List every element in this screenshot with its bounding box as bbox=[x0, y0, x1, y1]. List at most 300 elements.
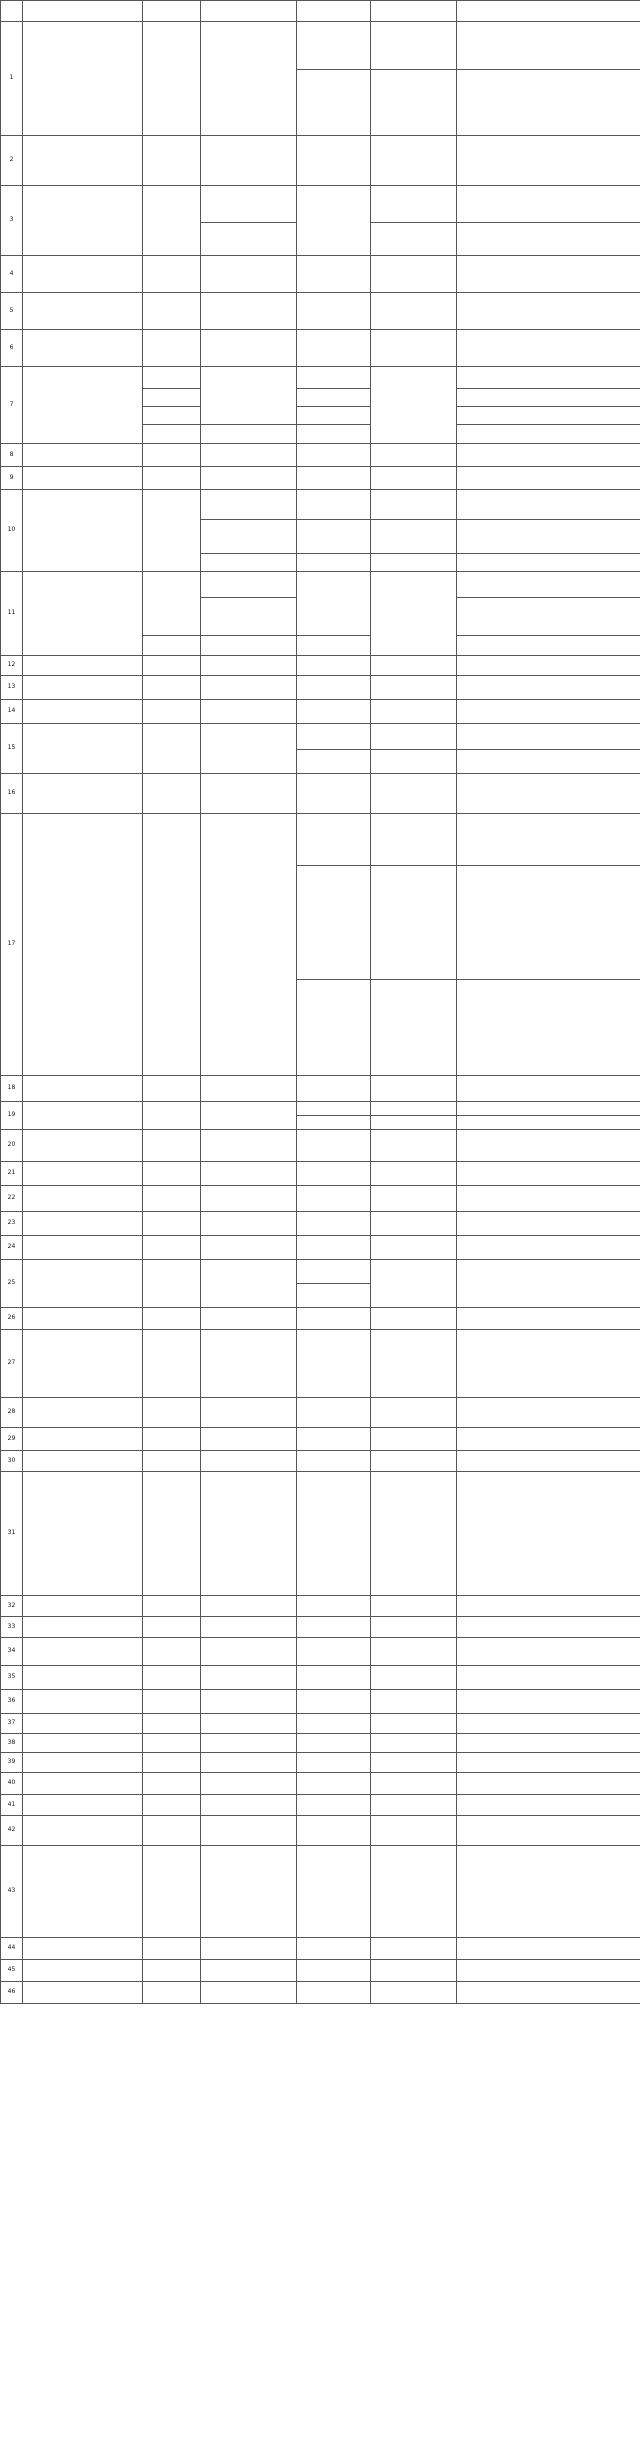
cell-item bbox=[297, 1284, 371, 1308]
cell-period bbox=[371, 1666, 457, 1690]
cell-booking bbox=[201, 1428, 297, 1451]
cell-hours bbox=[143, 774, 201, 814]
cell-venue bbox=[23, 1816, 143, 1846]
cell-content bbox=[457, 490, 640, 520]
cell-venue bbox=[23, 1753, 143, 1773]
cell-item bbox=[297, 1938, 371, 1960]
row-number: 30 bbox=[1, 1451, 23, 1472]
table-row bbox=[1, 444, 640, 467]
cell-hours bbox=[143, 425, 201, 444]
row-number: 7 bbox=[1, 367, 23, 444]
cell-period bbox=[371, 1617, 457, 1638]
cell-booking bbox=[201, 1130, 297, 1162]
cell-venue bbox=[23, 330, 143, 367]
cell-content bbox=[457, 1714, 640, 1734]
cell-booking bbox=[201, 1690, 297, 1714]
cell-hours bbox=[143, 1076, 201, 1102]
cell-item bbox=[297, 1260, 371, 1284]
cell-item bbox=[297, 1212, 371, 1236]
cell-venue bbox=[23, 1960, 143, 1982]
row-number: 14 bbox=[1, 700, 23, 724]
cell-period bbox=[371, 136, 457, 186]
table-row bbox=[1, 1846, 640, 1938]
cell-venue bbox=[23, 676, 143, 700]
cell-item bbox=[297, 700, 371, 724]
cell-period bbox=[371, 186, 457, 223]
table-row bbox=[1, 1076, 640, 1102]
cell-venue bbox=[23, 1773, 143, 1795]
cell-item bbox=[297, 330, 371, 367]
row-number: 35 bbox=[1, 1666, 23, 1690]
cell-booking bbox=[201, 1330, 297, 1398]
cell-period bbox=[371, 1428, 457, 1451]
cell-content bbox=[457, 1638, 640, 1666]
cell-content bbox=[457, 598, 640, 636]
cell-item bbox=[297, 1773, 371, 1795]
cell-period bbox=[371, 1330, 457, 1398]
cell-item bbox=[297, 1186, 371, 1212]
cell-venue bbox=[23, 1451, 143, 1472]
cell-item bbox=[297, 1116, 371, 1130]
cell-hours bbox=[143, 1130, 201, 1162]
cell-period bbox=[371, 223, 457, 256]
row-number: 22 bbox=[1, 1186, 23, 1212]
row-number: 34 bbox=[1, 1638, 23, 1666]
cell-period bbox=[371, 1451, 457, 1472]
table-row bbox=[1, 572, 640, 598]
cell-venue bbox=[23, 22, 143, 136]
cell-item bbox=[297, 1330, 371, 1398]
cell-hours bbox=[143, 1162, 201, 1186]
cell-item bbox=[297, 256, 371, 293]
cell-booking bbox=[201, 554, 297, 572]
cell-venue bbox=[23, 1260, 143, 1308]
cell-venue bbox=[23, 1186, 143, 1212]
cell-booking bbox=[201, 1596, 297, 1617]
cell-content bbox=[457, 1130, 640, 1162]
cell-period bbox=[371, 1938, 457, 1960]
cell-content bbox=[457, 676, 640, 700]
cell-booking bbox=[201, 490, 297, 520]
cell-content bbox=[457, 980, 640, 1076]
cell-hours bbox=[143, 1596, 201, 1617]
cell-item bbox=[297, 572, 371, 636]
cell-venue bbox=[23, 186, 143, 256]
cell-content bbox=[457, 293, 640, 330]
cell-content bbox=[457, 1398, 640, 1428]
table-row bbox=[1, 1398, 640, 1428]
cell-content bbox=[457, 186, 640, 223]
cell-period bbox=[371, 22, 457, 70]
cell-booking bbox=[201, 814, 297, 1076]
cell-content bbox=[457, 389, 640, 407]
cell-hours bbox=[143, 1638, 201, 1666]
cell-content bbox=[457, 1472, 640, 1596]
row-number: 46 bbox=[1, 1982, 23, 2004]
row-number: 19 bbox=[1, 1102, 23, 1130]
cell-period bbox=[371, 1773, 457, 1795]
cell-hours bbox=[143, 467, 201, 490]
cell-item bbox=[297, 1102, 371, 1116]
cell-venue bbox=[23, 1690, 143, 1714]
row-number: 3 bbox=[1, 186, 23, 256]
cell-venue bbox=[23, 1846, 143, 1938]
cell-item bbox=[297, 774, 371, 814]
cell-venue bbox=[23, 1666, 143, 1690]
cell-hours bbox=[143, 572, 201, 636]
cell-period bbox=[371, 1102, 457, 1116]
cell-content bbox=[457, 1982, 640, 2004]
cell-content bbox=[457, 1162, 640, 1186]
cell-period bbox=[371, 1714, 457, 1734]
cell-content bbox=[457, 1116, 640, 1130]
table-row bbox=[1, 1666, 640, 1690]
cell-content bbox=[457, 1330, 640, 1398]
cell-booking bbox=[201, 656, 297, 676]
cell-period bbox=[371, 490, 457, 520]
header-venue bbox=[23, 1, 143, 22]
cell-period bbox=[371, 572, 457, 656]
cell-item bbox=[297, 814, 371, 866]
cell-period bbox=[371, 1116, 457, 1130]
cell-period bbox=[371, 1596, 457, 1617]
cell-venue bbox=[23, 1236, 143, 1260]
cell-booking bbox=[201, 1638, 297, 1666]
cell-content bbox=[457, 444, 640, 467]
cell-period bbox=[371, 676, 457, 700]
cell-content bbox=[457, 1186, 640, 1212]
row-number: 16 bbox=[1, 774, 23, 814]
cell-period bbox=[371, 1960, 457, 1982]
row-number: 9 bbox=[1, 467, 23, 490]
cell-item bbox=[297, 1308, 371, 1330]
cell-venue bbox=[23, 1596, 143, 1617]
cell-period bbox=[371, 1186, 457, 1212]
table-row bbox=[1, 330, 640, 367]
cell-booking bbox=[201, 1451, 297, 1472]
cell-period bbox=[371, 1398, 457, 1428]
cell-venue bbox=[23, 444, 143, 467]
cell-item bbox=[297, 1162, 371, 1186]
cell-item bbox=[297, 70, 371, 136]
row-number: 20 bbox=[1, 1130, 23, 1162]
cell-booking bbox=[201, 1102, 297, 1130]
cell-item bbox=[297, 1428, 371, 1451]
cell-venue bbox=[23, 1938, 143, 1960]
cell-hours bbox=[143, 1960, 201, 1982]
table-row bbox=[1, 1734, 640, 1753]
cell-booking bbox=[201, 1816, 297, 1846]
cell-content bbox=[457, 1212, 640, 1236]
cell-venue bbox=[23, 572, 143, 656]
cell-period bbox=[371, 866, 457, 980]
cell-venue bbox=[23, 814, 143, 1076]
table-row bbox=[1, 1472, 640, 1596]
header-no bbox=[1, 1, 23, 22]
table-row bbox=[1, 1938, 640, 1960]
table-row bbox=[1, 1638, 640, 1666]
header-period bbox=[371, 1, 457, 22]
cell-venue bbox=[23, 1308, 143, 1330]
cell-item bbox=[297, 1398, 371, 1428]
cell-venue bbox=[23, 724, 143, 774]
cell-booking bbox=[201, 367, 297, 425]
row-number: 36 bbox=[1, 1690, 23, 1714]
cell-venue bbox=[23, 656, 143, 676]
cell-venue bbox=[23, 1428, 143, 1451]
row-number: 23 bbox=[1, 1212, 23, 1236]
cell-item bbox=[297, 467, 371, 490]
cell-period bbox=[371, 814, 457, 866]
row-number: 38 bbox=[1, 1734, 23, 1753]
cell-hours bbox=[143, 490, 201, 572]
cell-hours bbox=[143, 1308, 201, 1330]
cell-content bbox=[457, 256, 640, 293]
row-number: 2 bbox=[1, 136, 23, 186]
cell-content bbox=[457, 1260, 640, 1308]
cell-booking bbox=[201, 1186, 297, 1212]
table-row bbox=[1, 1596, 640, 1617]
cell-hours bbox=[143, 1186, 201, 1212]
row-number: 43 bbox=[1, 1846, 23, 1938]
cell-booking bbox=[201, 1212, 297, 1236]
cell-period bbox=[371, 1260, 457, 1308]
cell-hours bbox=[143, 1982, 201, 2004]
cell-content bbox=[457, 1236, 640, 1260]
cell-period bbox=[371, 444, 457, 467]
cell-period bbox=[371, 554, 457, 572]
cell-content bbox=[457, 1666, 640, 1690]
cell-period bbox=[371, 1076, 457, 1102]
cell-content bbox=[457, 1102, 640, 1116]
cell-venue bbox=[23, 367, 143, 444]
row-number: 40 bbox=[1, 1773, 23, 1795]
table-row bbox=[1, 1186, 640, 1212]
cell-period bbox=[371, 70, 457, 136]
cell-item bbox=[297, 1690, 371, 1714]
table-row bbox=[1, 1102, 640, 1116]
cell-hours bbox=[143, 1212, 201, 1236]
cell-hours bbox=[143, 407, 201, 425]
cell-hours bbox=[143, 1398, 201, 1428]
cell-item bbox=[297, 1472, 371, 1596]
cell-content bbox=[457, 636, 640, 656]
cell-booking bbox=[201, 1076, 297, 1102]
cell-venue bbox=[23, 1734, 143, 1753]
cell-venue bbox=[23, 1212, 143, 1236]
row-number: 13 bbox=[1, 676, 23, 700]
header-row bbox=[1, 1, 640, 22]
cell-booking bbox=[201, 598, 297, 636]
table-row bbox=[1, 1982, 640, 2004]
cell-item bbox=[297, 425, 371, 444]
cell-hours bbox=[143, 1451, 201, 1472]
cell-hours bbox=[143, 1617, 201, 1638]
cell-venue bbox=[23, 1102, 143, 1130]
cell-content bbox=[457, 1308, 640, 1330]
cell-period bbox=[371, 1130, 457, 1162]
cell-hours bbox=[143, 656, 201, 676]
cell-content bbox=[457, 425, 640, 444]
cell-item bbox=[297, 554, 371, 572]
cell-venue bbox=[23, 1398, 143, 1428]
row-number: 4 bbox=[1, 256, 23, 293]
table-row bbox=[1, 1960, 640, 1982]
cell-period bbox=[371, 1982, 457, 2004]
row-number: 41 bbox=[1, 1795, 23, 1816]
cell-content bbox=[457, 1846, 640, 1938]
table-row bbox=[1, 1236, 640, 1260]
cell-period bbox=[371, 1236, 457, 1260]
cell-period bbox=[371, 1846, 457, 1938]
cell-content bbox=[457, 22, 640, 70]
cell-item bbox=[297, 367, 371, 389]
cell-hours bbox=[143, 814, 201, 1076]
cell-content bbox=[457, 1960, 640, 1982]
cell-booking bbox=[201, 1960, 297, 1982]
cell-content bbox=[457, 1753, 640, 1773]
cell-period bbox=[371, 980, 457, 1076]
table-row bbox=[1, 700, 640, 724]
header-booking bbox=[201, 1, 297, 22]
cell-item bbox=[297, 389, 371, 407]
cell-venue bbox=[23, 490, 143, 572]
table-row bbox=[1, 1773, 640, 1795]
cell-booking bbox=[201, 676, 297, 700]
cell-booking bbox=[201, 1260, 297, 1308]
cell-booking bbox=[201, 1846, 297, 1938]
cell-item bbox=[297, 1076, 371, 1102]
cell-item bbox=[297, 293, 371, 330]
cell-period bbox=[371, 520, 457, 554]
row-number: 17 bbox=[1, 814, 23, 1076]
cell-booking bbox=[201, 444, 297, 467]
cell-venue bbox=[23, 700, 143, 724]
cell-item bbox=[297, 1714, 371, 1734]
cell-booking bbox=[201, 467, 297, 490]
cell-item bbox=[297, 444, 371, 467]
cell-content bbox=[457, 223, 640, 256]
row-number: 6 bbox=[1, 330, 23, 367]
cell-content bbox=[457, 467, 640, 490]
cell-period bbox=[371, 1690, 457, 1714]
cell-period bbox=[371, 293, 457, 330]
cell-item bbox=[297, 1666, 371, 1690]
row-number: 29 bbox=[1, 1428, 23, 1451]
cell-hours bbox=[143, 186, 201, 256]
cell-booking bbox=[201, 256, 297, 293]
cell-item bbox=[297, 407, 371, 425]
table-row bbox=[1, 186, 640, 223]
cell-content bbox=[457, 774, 640, 814]
row-number: 26 bbox=[1, 1308, 23, 1330]
cell-booking bbox=[201, 700, 297, 724]
row-number: 24 bbox=[1, 1236, 23, 1260]
row-number: 28 bbox=[1, 1398, 23, 1428]
cell-booking bbox=[201, 22, 297, 136]
cell-content bbox=[457, 1596, 640, 1617]
table-row bbox=[1, 1212, 640, 1236]
cell-content bbox=[457, 1773, 640, 1795]
cell-hours bbox=[143, 256, 201, 293]
table-row bbox=[1, 1795, 640, 1816]
cell-booking bbox=[201, 1472, 297, 1596]
cell-content bbox=[457, 1938, 640, 1960]
cell-period bbox=[371, 1212, 457, 1236]
cell-period bbox=[371, 1753, 457, 1773]
header-content bbox=[457, 1, 640, 22]
cell-period bbox=[371, 1308, 457, 1330]
table-row bbox=[1, 1260, 640, 1284]
cell-period bbox=[371, 1734, 457, 1753]
header-item bbox=[297, 1, 371, 22]
cell-content bbox=[457, 750, 640, 774]
cell-period bbox=[371, 256, 457, 293]
cell-booking bbox=[201, 1236, 297, 1260]
row-number: 32 bbox=[1, 1596, 23, 1617]
cell-content bbox=[457, 554, 640, 572]
cell-item bbox=[297, 980, 371, 1076]
cell-hours bbox=[143, 1773, 201, 1795]
table-row bbox=[1, 367, 640, 389]
table-row bbox=[1, 1330, 640, 1398]
cell-venue bbox=[23, 1795, 143, 1816]
cell-item bbox=[297, 1617, 371, 1638]
cell-hours bbox=[143, 22, 201, 136]
cell-item bbox=[297, 656, 371, 676]
cell-hours bbox=[143, 1734, 201, 1753]
cell-booking bbox=[201, 1734, 297, 1753]
row-number: 12 bbox=[1, 656, 23, 676]
cell-hours bbox=[143, 724, 201, 774]
cell-hours bbox=[143, 1846, 201, 1938]
cell-item bbox=[297, 1130, 371, 1162]
table-row bbox=[1, 256, 640, 293]
cell-content bbox=[457, 136, 640, 186]
table-row bbox=[1, 490, 640, 520]
cell-venue bbox=[23, 1714, 143, 1734]
row-number: 27 bbox=[1, 1330, 23, 1398]
cell-hours bbox=[143, 389, 201, 407]
table-row bbox=[1, 1451, 640, 1472]
cell-booking bbox=[201, 1666, 297, 1690]
row-number: 1 bbox=[1, 22, 23, 136]
cell-hours bbox=[143, 330, 201, 367]
cell-booking bbox=[201, 1617, 297, 1638]
cell-item bbox=[297, 1236, 371, 1260]
cell-item bbox=[297, 1753, 371, 1773]
cell-item bbox=[297, 1451, 371, 1472]
cell-content bbox=[457, 814, 640, 866]
cell-content bbox=[457, 1690, 640, 1714]
cell-content bbox=[457, 1428, 640, 1451]
cell-content bbox=[457, 367, 640, 389]
cell-hours bbox=[143, 636, 201, 656]
cell-booking bbox=[201, 425, 297, 444]
cell-booking bbox=[201, 636, 297, 656]
cell-content bbox=[457, 1734, 640, 1753]
cell-venue bbox=[23, 1076, 143, 1102]
row-number: 37 bbox=[1, 1714, 23, 1734]
cell-hours bbox=[143, 1102, 201, 1130]
cell-period bbox=[371, 724, 457, 750]
cell-hours bbox=[143, 136, 201, 186]
cell-hours bbox=[143, 367, 201, 389]
cell-venue bbox=[23, 1472, 143, 1596]
cell-hours bbox=[143, 1795, 201, 1816]
table-row bbox=[1, 22, 640, 70]
cell-content bbox=[457, 330, 640, 367]
